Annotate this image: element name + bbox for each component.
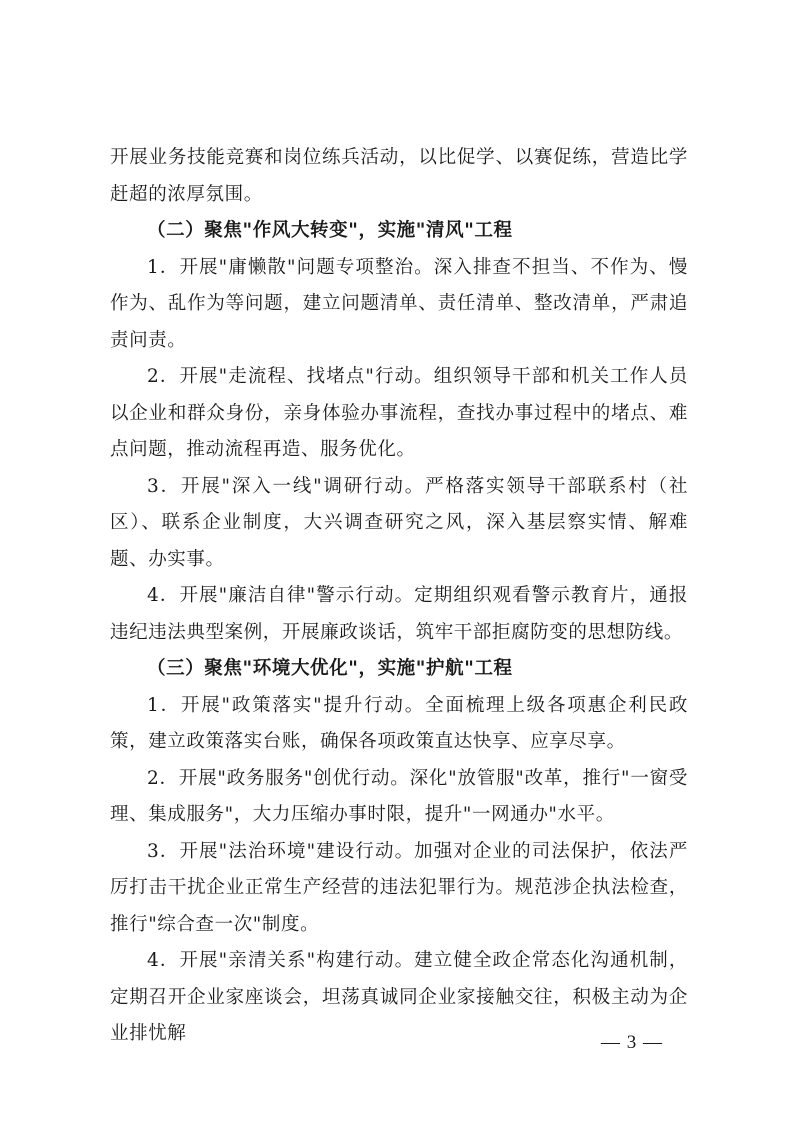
- document-body: [110, 140, 688, 1053]
- paragraph-item-3-2: 2．开展"政务服务"创优行动。深化"放管服"改革，推行"一窗受理、集成服务"，大力压缩办事时限，提升"一网通办"水平。: [110, 767, 688, 825]
- paragraph-item-3-3: 3．开展"法治环境"建设行动。加强对企业的司法保护，依法严厉打击干扰企业正常生产经营的违法犯罪行为。规范涉企执法检查，推行"综合查一次"制度。: [110, 840, 688, 935]
- section-heading-3: （三）聚焦"环境大优化"，实施"护航"工程: [147, 658, 513, 679]
- page-number: — 3 —: [601, 1032, 663, 1053]
- paragraph-item-3-4: 4．开展"亲清关系"构建行动。建立健全政企常态化沟通机制，定期召开企业家座谈会，坦荡真诚同企业家接触交往，积极主动为企业排忧解: [110, 950, 688, 1044]
- paragraph-item-3-1: 1．开展"政策落实"提升行动。全面梳理上级各项惠企利民政策，建立政策落实台账，确保各项政策直达快享、应享尽享。: [110, 694, 688, 752]
- section-heading-2: （二）聚焦"作风大转变"，实施"清风"工程: [147, 220, 513, 241]
- paragraph-item-2-3: 3．开展"深入一线"调研行动。严格落实领导干部联系村（社区）、联系企业制度，大兴调查研究之风，深入基层察实情、解难题、办实事。: [110, 475, 688, 570]
- paragraph-item-2-4: 4．开展"廉洁自律"警示行动。定期组织观看警示教育片，通报违纪违法典型案例，开展廉政谈话，筑牢干部拒腐防变的思想防线。: [110, 585, 688, 643]
- paragraph-item-2-1: 1．开展"庸懒散"问题专项整治。深入排查不担当、不作为、慢作为、乱作为等问题，建立问题清单、责任清单、整改清单，严肃追责问责。: [110, 256, 688, 351]
- paragraph-item-2-2: 2．开展"走流程、找堵点"行动。组织领导干部和机关工作人员以企业和群众身份，亲身体验办事流程，查找办事过程中的堵点、难点问题，推动流程再造、服务优化。: [110, 366, 688, 460]
- paragraph-continued: 开展业务技能竞赛和岗位练兵活动，以比促学、以赛促练，营造比学赶超的浓厚氛围。: [110, 147, 688, 205]
